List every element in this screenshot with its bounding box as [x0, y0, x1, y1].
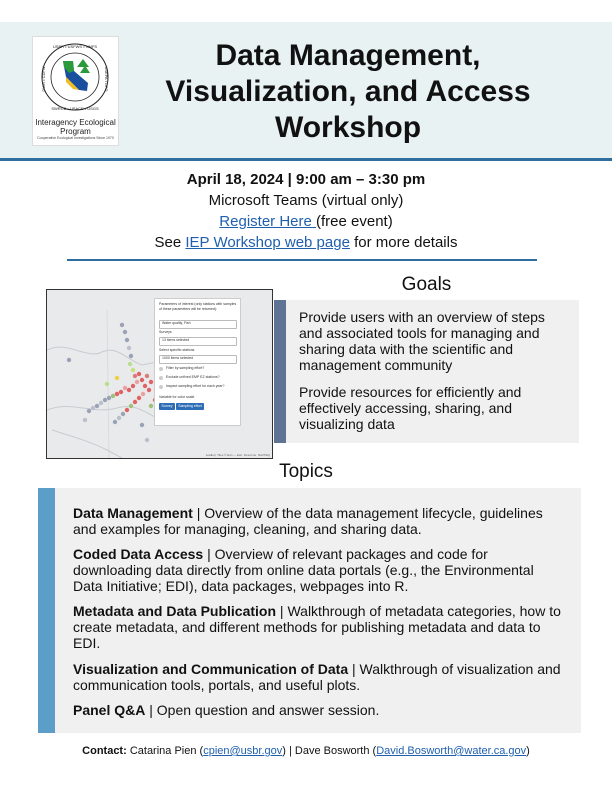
event-date: April 18, 2024 | 9:00 am – 3:30 pm [186, 171, 426, 188]
topic-item [73, 546, 563, 594]
topic-item [73, 702, 563, 718]
topics-accent-bar [38, 488, 55, 733]
exclude-stations-toggle[interactable] [159, 376, 163, 380]
page-title: Data Management, Visualization, and Access Workshop [165, 39, 531, 144]
goals-box [274, 300, 579, 443]
iep-logo [32, 36, 119, 146]
inspect-effort-toggle[interactable] [159, 385, 163, 389]
panel-label-color-scale: Variable for color scale [159, 395, 195, 399]
logo-emblem-icon [33, 37, 118, 117]
topic-description: | Overview of relevant packages and code for downloading data directly from online data portals (e.g., the Environmental Data Initiative; EDI), data packages, webpages into R. [73, 546, 534, 594]
map-attribution: Leaflet | Tiles © Esri — Esri, DeLorme, NAVTEQ [205, 453, 270, 457]
logo-caption: Interagency Ecological Program [35, 118, 116, 136]
topic-title: Coded Data Access [73, 546, 204, 562]
workshop-webpage-link[interactable]: IEP Workshop web page [185, 234, 350, 251]
contact-separator: ) | Dave Bosworth ( [282, 745, 377, 757]
svg-text:USBR • USFWS • NMFS: USBR • USFWS • NMFS [52, 44, 98, 49]
topic-item [73, 661, 563, 693]
event-info [90, 169, 522, 253]
topic-title: Panel Q&A [73, 702, 146, 718]
topic-item [73, 603, 563, 651]
parameters-select[interactable]: Water quality, Fish [159, 320, 237, 329]
surveys-select[interactable]: 13 items selected [159, 337, 237, 346]
sampling-effort-button[interactable]: Sampling effort [176, 403, 204, 410]
panel-label-parameters: Parameters of interest (only stations with samples of these parameters will be returned): [159, 302, 237, 311]
svg-text:USEPA • DFG: USEPA • DFG [104, 66, 109, 92]
survey-button[interactable]: Survey [159, 403, 175, 410]
contact-line [40, 744, 572, 758]
topics-box [38, 488, 581, 733]
filter-effort-label: Filter by sampling effort? [166, 366, 205, 370]
topic-description: | Walkthrough of visualization and communication tools, portals, and useful plots. [73, 661, 561, 693]
panel-label-stations: Select specific stations [159, 348, 195, 352]
contact-label: Contact: [82, 745, 127, 757]
header-divider [0, 158, 612, 161]
topics-heading: Topics [279, 461, 333, 482]
goal-item: Provide users with an overview of steps and associated tools for managing and sharing data with the scientific and management community [299, 309, 545, 373]
goals-accent-bar [274, 300, 286, 443]
register-suffix: (free event) [316, 213, 393, 230]
map-screenshot [46, 289, 273, 459]
filter-effort-toggle[interactable] [159, 367, 163, 371]
svg-text:SWRCB • USACE • USGS: SWRCB • USACE • USGS [51, 106, 99, 111]
stations-select[interactable]: 1000 items selected [159, 355, 237, 364]
logo-subtitle: Cooperative Ecological Investigations Since 1970 [37, 136, 114, 140]
see-suffix: for more details [349, 234, 458, 251]
register-line [90, 211, 522, 232]
topic-description: | Overview of the data management lifecycle, guidelines and examples for managing, cleaning, and sharing data. [73, 505, 543, 537]
topic-title: Metadata and Data Publication [73, 603, 277, 619]
svg-text:DWR • CDFW: DWR • CDFW [41, 66, 46, 92]
topic-title: Data Management [73, 505, 193, 521]
map-filter-panel [154, 298, 241, 426]
see-prefix: See [154, 234, 186, 251]
topic-description: | Open question and answer session. [145, 702, 380, 718]
topic-title: Visualization and Communication of Data [73, 661, 349, 677]
event-location: Microsoft Teams (virtual only) [208, 192, 404, 209]
topic-item [73, 505, 563, 537]
contact-email-2-link[interactable]: David.Bosworth@water.ca.gov [376, 745, 527, 757]
topic-description: | Walkthrough of metadata categories, how to create metadata, and different methods for publishing metadata and data to EDI. [73, 603, 561, 651]
goal-item: Provide resources for efficiently and effectively accessing, sharing, and visualizing data [299, 384, 522, 432]
panel-label-surveys: Surveys [159, 330, 172, 334]
goals-heading: Goals [401, 274, 452, 295]
contact-email-1-link[interactable]: cpien@usbr.gov [203, 745, 283, 757]
contact-person-1: Catarina Pien ( [126, 745, 204, 757]
inspect-effort-label: Inspect sampling effort for each year? [166, 384, 225, 388]
register-link[interactable]: Register Here [219, 213, 316, 230]
contact-end: ) [526, 745, 530, 757]
station-dots [67, 323, 157, 442]
exclude-stations-label: Exclude unfixed EMP EZ stations? [166, 375, 220, 379]
info-divider [67, 259, 537, 261]
webpage-line [90, 232, 522, 253]
